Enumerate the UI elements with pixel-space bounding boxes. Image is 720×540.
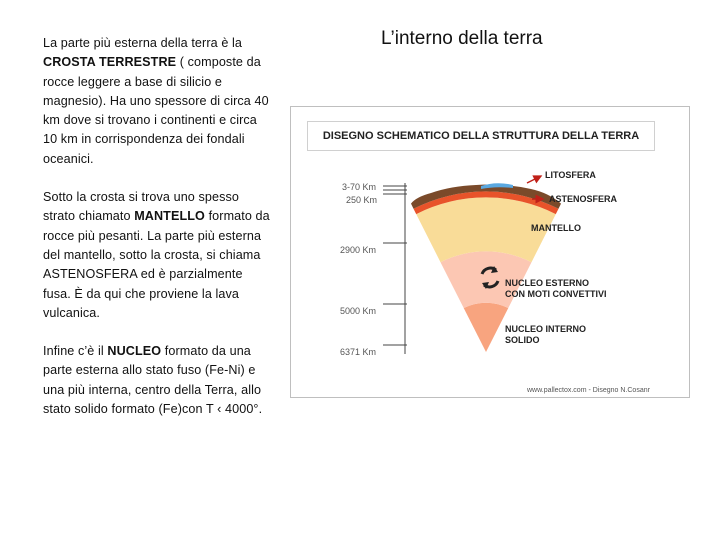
label-litosfera: LITOSFERA [545, 170, 596, 180]
paragraph-core: Infine c’è il NUCLEO formato da una parte esterna allo stato fuso (Fe-Ni) e una più interna, centro della Terra, allo stato solido formato (Fe)con T ‹ 4000°. [43, 344, 263, 417]
earth-diagram [291, 107, 691, 399]
term-crosta: CROSTA TERRESTRE [43, 55, 177, 70]
inner-core-layer [464, 303, 509, 352]
label-astenosfera: ASTENOSFERA [549, 194, 618, 204]
label-mantello: MANTELLO [531, 223, 581, 233]
label-nucleo-esterno-sub: CON MOTI CONVETTIVI [505, 289, 607, 299]
label-nucleo-esterno: NUCLEO ESTERNO [505, 278, 590, 288]
depth-label-2900: 2900 Km [340, 245, 377, 255]
depth-label-250: 250 Km [346, 195, 378, 205]
figure-header: DISEGNO SCHEMATICO DELLA STRUTTURA DELLA TERRA [307, 121, 655, 151]
term-nucleo: NUCLEO [107, 344, 162, 359]
figure-credit: www.pallectox.com - Disegno N.Cosanr [527, 387, 650, 394]
paragraph-crust: La parte più esterna della terra è la CROSTA TERRESTRE ( composte da rocce leggere a base di silicio e magnesio). Ha uno spessore di circa 40 km dove si trovano i continenti e circa 10 km in corrispondenza dei fondali oceanici. [43, 36, 269, 166]
paragraph-mantle: Sotto la crosta si trova uno spesso strato chiamato MANTELLO formato da rocce più pesanti. La parte più esterna del mantello, sotto la crosta, si chiama ASTENOSFERA ed è parzialmente fusa. È da qui che proviene la lava vulcanica. [43, 190, 270, 320]
page-title: L’interno della terra [381, 28, 543, 49]
depth-label-6371: 6371 Km [340, 347, 377, 357]
depth-label-5000: 5000 Km [340, 306, 377, 316]
label-nucleo-interno: NUCLEO INTERNO [505, 324, 586, 334]
text-column [43, 34, 271, 438]
label-nucleo-interno-sub: SOLIDO [505, 335, 540, 345]
depth-label-3-70: 3-70 Km [342, 182, 377, 192]
term-mantello: MANTELLO [134, 209, 205, 224]
earth-structure-figure [290, 106, 690, 398]
arrow-litosfera [527, 176, 541, 183]
